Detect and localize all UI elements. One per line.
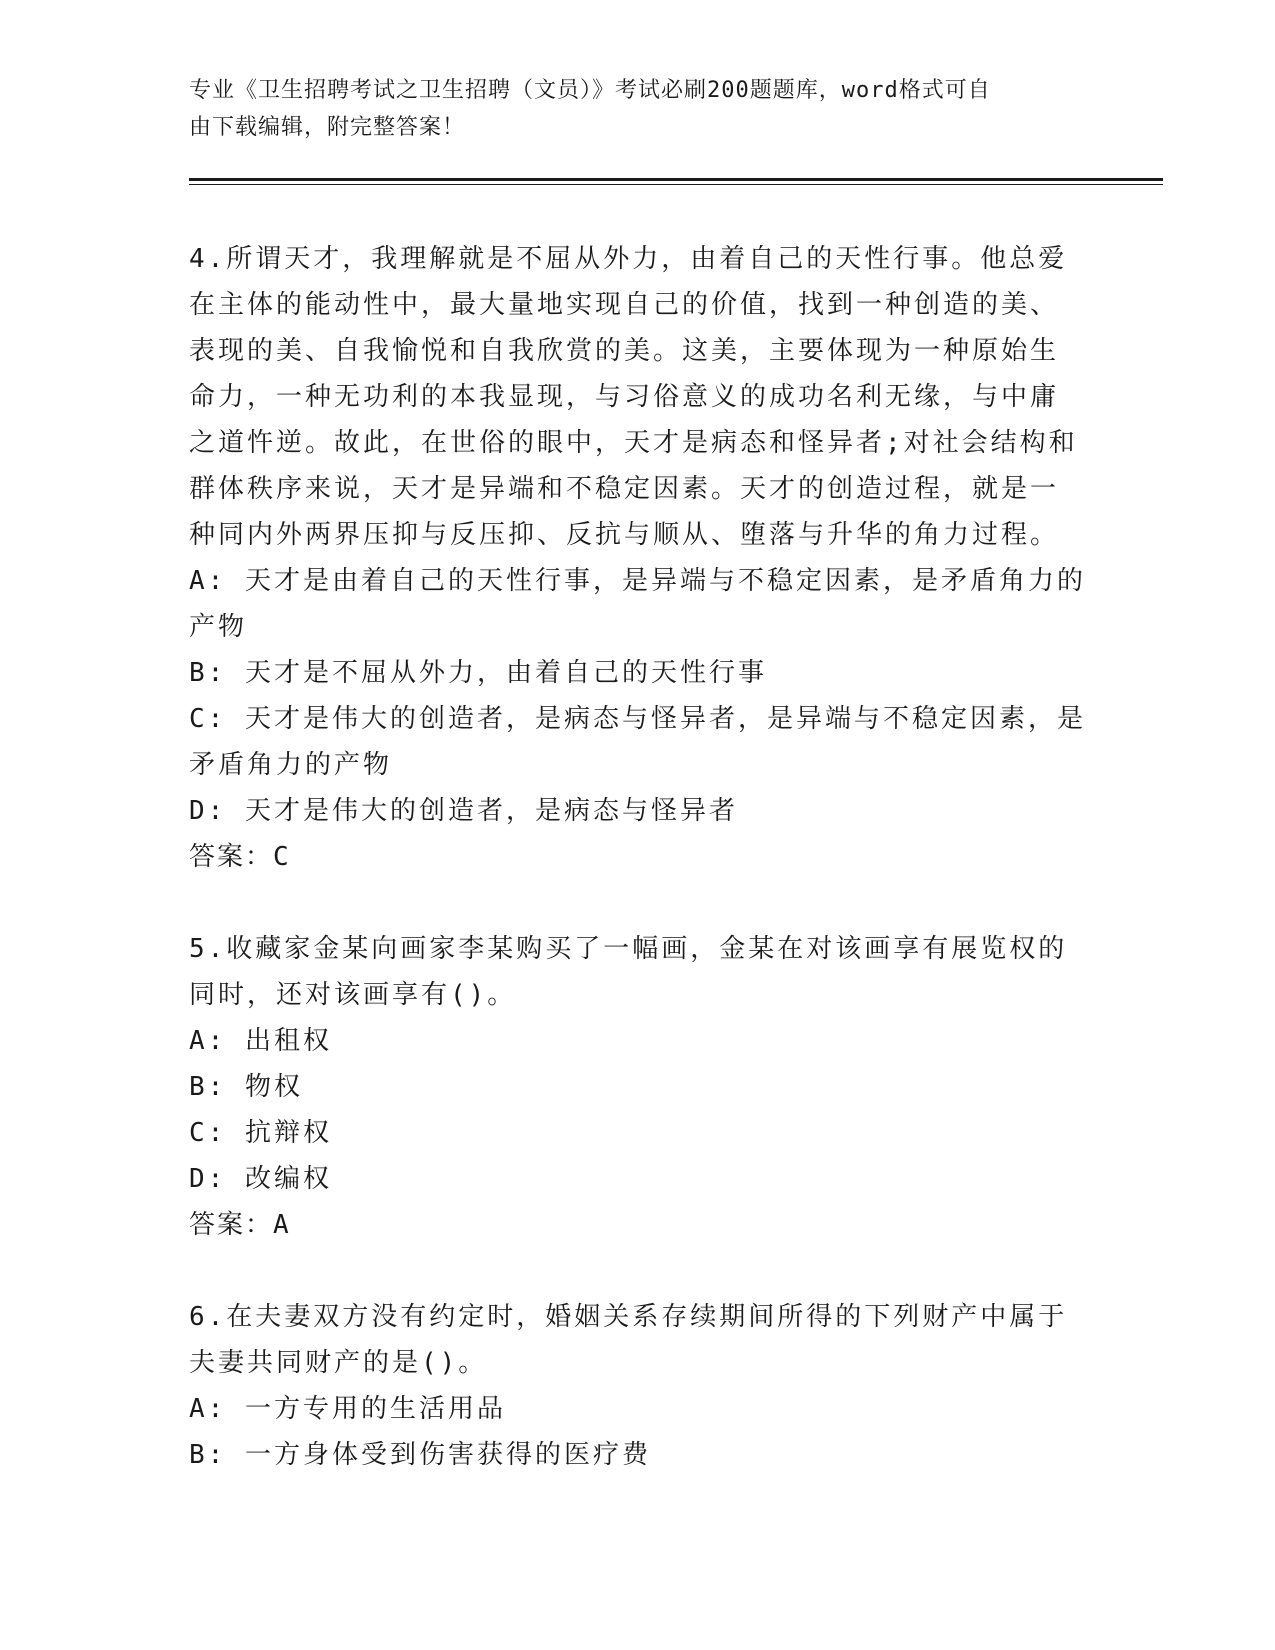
header-title-line-1: 专业《卫生招聘考试之卫生招聘（文员）》考试必刷200题题库，word格式可自: [189, 78, 991, 103]
question-stem-line: 表现的美、自我愉悦和自我欣赏的美。这美，主要体现为一种原始生: [189, 336, 1060, 366]
header-divider-thick: [189, 178, 1163, 181]
answer-option: D: 天才是伟大的创造者，是病态与怪异者: [189, 796, 738, 826]
answer-option: B: 物权: [189, 1072, 303, 1102]
answer-value: C: [273, 842, 292, 872]
question-stem-line: 6.在夫妻双方没有约定时，婚姻关系存续期间所得的下列财产中属于: [189, 1302, 1068, 1332]
answer-option: D: 改编权: [189, 1164, 332, 1194]
question-stem-line: 命力，一种无功利的本我显现，与习俗意义的成功名利无缘，与中庸: [189, 382, 1060, 412]
answer-option: B: 一方身体受到伤害获得的医疗费: [189, 1440, 651, 1470]
question-stem-line: 种同内外两界压抑与反压抑、反抗与顺从、堕落与升华的角力过程。: [189, 520, 1060, 550]
document-header: [189, 72, 1089, 146]
question-stem-line: 之道忤逆。故此，在世俗的眼中，天才是病态和怪异者;对社会结构和: [189, 428, 1078, 458]
header-divider-thin: [189, 184, 1163, 185]
answer-label: 答案：: [189, 1210, 274, 1240]
question-stem-line: 夫妻共同财产的是()。: [189, 1348, 488, 1378]
answer-option: A: 出租权: [189, 1026, 332, 1056]
answer-line: [189, 834, 1089, 880]
question-stem-line: 群体秩序来说，天才是异端和不稳定因素。天才的创造过程，就是一: [189, 474, 1060, 504]
answer-value: A: [273, 1210, 292, 1240]
question-spacer: [189, 880, 1089, 926]
answer-option: 产物: [189, 612, 248, 642]
answer-option: 矛盾角力的产物: [189, 750, 393, 780]
answer-line: [189, 1202, 1089, 1248]
question-list: [189, 236, 1089, 1478]
header-title-line-2: 由下载编辑，附完整答案！: [189, 115, 466, 140]
question-stem-line: 在主体的能动性中，最大量地实现自己的价值，找到一种创造的美、: [189, 290, 1060, 320]
answer-option: C: 抗辩权: [189, 1118, 332, 1148]
answer-option: A: 一方专用的生活用品: [189, 1394, 506, 1424]
question-block: [189, 1294, 1089, 1478]
question-stem-line: 5.收藏家金某向画家李某购买了一幅画，金某在对该画享有展览权的: [189, 934, 1068, 964]
answer-option: C: 天才是伟大的创造者，是病态与怪异者，是异端与不稳定因素，是: [189, 704, 1086, 734]
question-block: [189, 926, 1089, 1248]
answer-label: 答案：: [189, 842, 274, 872]
question-spacer: [189, 1248, 1089, 1294]
answer-option: B: 天才是不屈从外力，由着自己的天性行事: [189, 658, 767, 688]
answer-option: A: 天才是由着自己的天性行事，是异端与不稳定因素，是矛盾角力的: [189, 566, 1086, 596]
question-stem-line: 4.所谓天才，我理解就是不屈从外力，由着自己的天性行事。他总爱: [189, 244, 1068, 274]
question-block: [189, 236, 1089, 880]
question-stem-line: 同时，还对该画享有()。: [189, 980, 517, 1010]
